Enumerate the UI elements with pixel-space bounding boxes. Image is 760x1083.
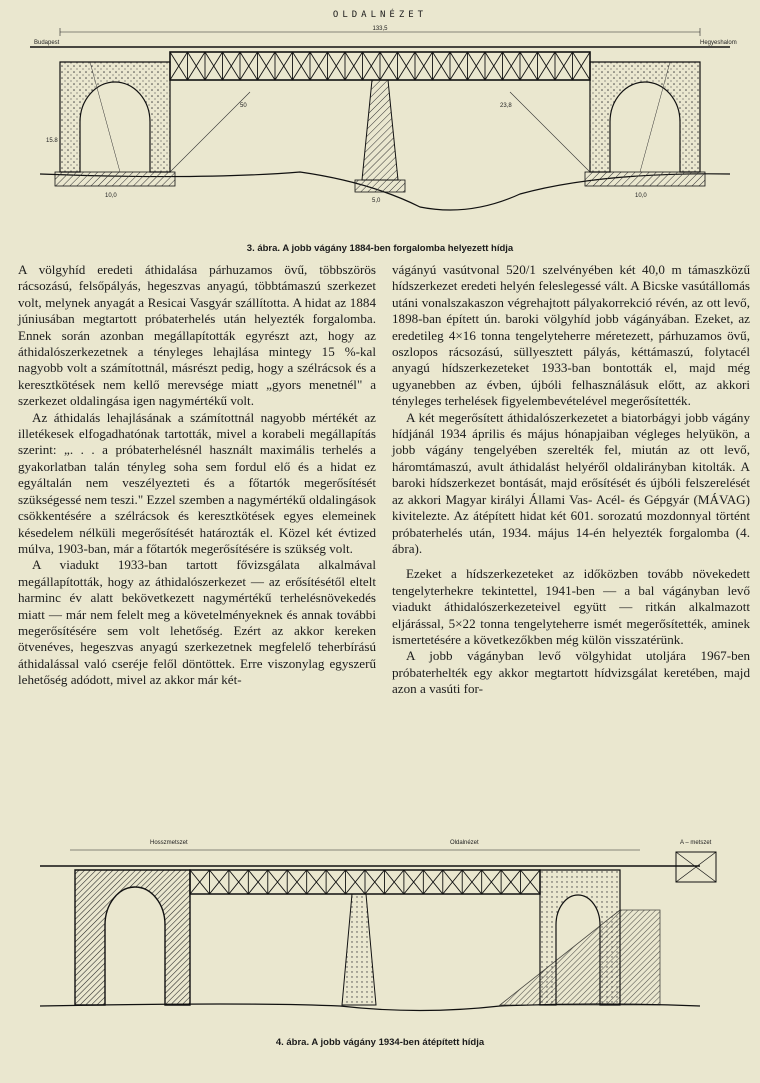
paragraph: A jobb vágányban levő völgyhidat utoljára 1967-ben próbaterhelték egy akkor megtartott hídvizsgálat keretében, majd azon a vasúti for- <box>392 648 750 697</box>
figure-4-caption: 4. ábra. A jobb vágány 1934-ben átépített hídja <box>275 1037 485 1048</box>
right-column <box>392 262 750 698</box>
figure-3-title: OLDALNÉZET <box>332 10 428 20</box>
paragraph: Ezeket a hídszerkezeteket az időközben tovább növekedett tengelyterhekre tekintettel, 1941-ben — a bal vágányban levő viadukt áthidalószerkezeteivel együtt — ritkán alkalmazott eljárással, 5×22 tonna tengelyteherre ismét megerősítették, aminek ismertetésére a következőkben még külön visszatérünk. <box>392 566 750 647</box>
paragraph: A völgyhíd eredeti áthidalása párhuzamos övű, többszörös rácsozású, felsőpályás, hegeszvas anyagú, többtámaszú szerkezet volt, melynek anyagát a Resicai Vasgyár szállította. A hidat az 1884 júniusában megtartott próbaterhelés után helyezték forgalomba. Ennek során azonban megállapították egyrészt azt, hogy az áthidalószerkezetnek a tényleges lehajlása mintegy 15 %-kal nagyobb volt a számítottnál, másrészt pedig, hogy a szélrácsok és a keresztkötések nem kellő merevsége miatt „gyors menetnél" a szerkezet oldalingása igen nagymértékű volt. <box>18 262 376 409</box>
paragraph: Az áthidalás lehajlásának a számítottnál nagyobb mértékét az illetékesek elfogadhatónak tartották, mivel a korabeli megállapítás szerint: „. . . a próbaterhelésnél használt maximális terhelés a gyakorlatban talán tényleg soha sem fordul elő és a hidat ez egyáltalán nem veszélyezteti és a főtartók megerősítését szükségessé nem teszi." Ezzel szemben a nagymértékű oldalingások csökkentésére a szélrácsok és keresztkötések egyes elemeinek késedelem nélküli megerősítését határozták el. Közel két évtized múlva, 1903-ban, már a főtartók megerősítésére is szükség volt. <box>18 409 376 556</box>
base-center-label: 5,0 <box>372 198 381 204</box>
left-column <box>18 262 376 689</box>
figure-4-drawing <box>0 830 760 1030</box>
base-left-label: 10,0 <box>105 193 117 199</box>
paragraph: vágányú vasútvonal 520/1 szelvényében két 40,0 m támaszközű hídszerkezet eredeti helyén feleslegessé vált. A Bicske vasútállomás utáni vonalszakaszon végrehajtott pályakorrekció révén, az ott levő, 1898-ban épített ún. baroki völgyhíd jobb vágányában. Ezeket, az eredetileg 4×16 tonna tengelyteherre méretezett, párhuzamos övű, oszlopos rácsozású, süllyesztett pályás, kéttámaszú, folytacél anyagú hídszerkezeteket 1933-ban bontották el, majd még ugyanebben az évben, újbóli felhasználásuk előtt, az akkori tényleges terhelések figyelembevételével megerősítették. <box>392 262 750 409</box>
base-right-label: 10,0 <box>635 193 647 199</box>
paragraph: A viadukt 1933-ban tartott fővizsgálata alkalmával megállapították, hogy az áthidalószerkezet — az erősítésétől eltelt harminc év alatt bekövetkezett nagymértékű terhelésnövekedés miatt — már nem felelt meg a követelményeknek és annak további megerősítésére sem volt lehetőség. Ezért az akkor kereken ötvenéves, hegeszvas anyagú szerkezetnek megfelelő teherbírású áthidalással való cseréje felől döntöttek. Erre viszonylag egyszerű lehetőség adódott, mivel az akkor már két- <box>18 557 376 688</box>
paragraph: A két megerősített áthidalószerkezetet a biatorbágyi jobb vágány hídjánál 1934 április és május hónapjaiban végleges helyükön, a jobb vágány tengelyében szerelték fel, miután az ott levő, háromtámaszú, avult áthidalást helyéről oldalirányban kitolták. A baroki hídszerkezet bontását, majd erősítését és újbóli felszerelését az akkori Magyar királyi Állami Vas- Acél- és Gépgyár (MÁVAG) kivitelezte. Az átépített hidat két 601. sorozatú mozdonnyal történt próbaterhelés után, 1934. május 14-én helyezték forgalomba (4. ábra). <box>392 409 750 556</box>
figure-3-caption: 3. ábra. A jobb vágány 1884-ben forgalomba helyezett hídja <box>246 243 514 254</box>
mid-span-right-label: 23,8 <box>500 103 512 109</box>
fig4-right-label: A – metszet <box>680 840 712 846</box>
dim-total-label: 133,5 <box>372 26 388 32</box>
right-end-label: Hegyeshalom <box>700 40 737 46</box>
left-end-label: Budapest <box>34 40 60 46</box>
figure-3-drawing <box>0 22 760 242</box>
fig4-mid-label: Oldalnézet <box>450 840 479 846</box>
mid-span-left-label: 50 <box>240 103 247 109</box>
fig4-left-label: Hosszmetszet <box>150 840 188 846</box>
height-label: 15.8 <box>46 138 58 144</box>
